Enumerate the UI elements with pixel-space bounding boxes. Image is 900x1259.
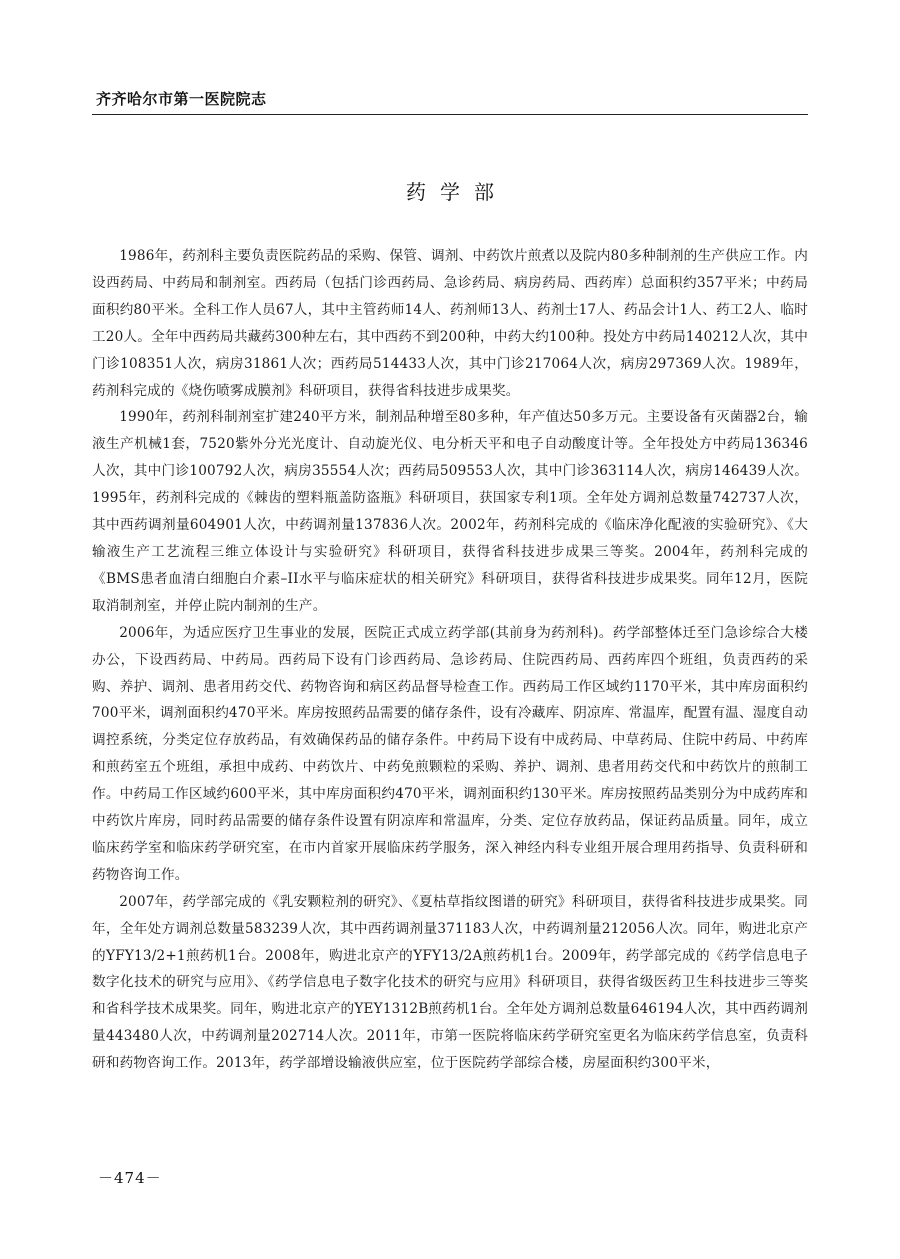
running-header [92, 86, 808, 112]
body-text [92, 243, 808, 1077]
paragraph-1990: 1990年，药剂科制剂室扩建240平方米，制剂品种增至80多种，年产值达50多万元。主要设备有灭菌器2台，输液生产机械1套，7520紫外分光光度计、自动旋光仪、电分析天平和电子自动酸度计等。全年投处方中药局136346人次，其中门诊100792人次，病房35554人次；西药局509553人次，其中门诊363114人次，病房146439人次。1995年，药剂科完成的《棘齿的塑料瓶盖防盗瓶》科研项目，获国家专利1项。全年处方调剂总数量742737人次，其中西药调剂量604901人次，中药调剂量137836人次。2002年，药剂科完成的《临床净化配液的实验研究》、《大输液生产工艺流程三维立体设计与实验研究》科研项目，获得省科技进步成果三等奖。2004年，药剂科完成的《BMS患者血清白细胞白介素–II水平与临床症状的相关研究》科研项目，获得省科技进步成果奖。同年12月，医院取消制剂室，并停止院内制剂的生产。 [92, 409, 808, 614]
header-divider [92, 114, 808, 115]
paragraph-2007: 2007年，药学部完成的《乳安颗粒剂的研究》、《夏枯草指纹图谱的研究》科研项目，获得省科技进步成果奖。同年，全年处方调剂总数量583239人次，其中西药调剂量371183人次，中药调剂量212056人次。同年，购进北京产的YFY13/2+1煎药机1台。2008年，购进北京产的YFY13/2A煎药机1台。2009年，药学部完成的《药学信息电子数字化技术的研究与应用》、《药学信息电子数字化技术的研究与应用》科研项目，获得省级医药卫生科技进步三等奖和省科学技术成果奖。同年，购进北京产的YEY1312B煎药机1台。全年处方调剂总数量646194人次，其中西药调剂量443480人次，中药调剂量202714人次。2011年，市第一医院将临床药学研究室更名为临床药学信息室，负责科研和药物咨询工作。2013年，药学部增设输液供应室，位于医院药学部综合楼，房屋面积约300平米， [92, 893, 808, 1072]
paragraph-2006: 2006年，为适应医疗卫生事业的发展，医院正式成立药学部(其前身为药剂科)。药学部整体迁至门急诊综合大楼办公，下设西药局、中药局。西药局下设有门诊西药局、急诊药局、住院西药局、西药库四个班组，负责西药的采购、养护、调剂、患者用药交代、药物咨询和病区药品督导检查工作。西药局工作区域约1170平米，其中库房面积约700平米，调剂面积约470平米。库房按照药品需要的储存条件，设有冷藏库、阴凉库、常温库，配置有温、湿度自动调控系统，分类定位存放药品，有效确保药品的储存条件。中药局下设有中成药局、中草药局、住院中药局、中药库和煎药室五个班组，承担中成药、中药饮片、中药免煎颗粒的采购、养护、调剂、患者用药交代和中药饮片的煎制工作。中药局工作区域约600平米，其中库房面积约470平米，调剂面积约130平米。库房按照药品类别分为中成药库和中药饮片库房，同时药品需要的储存条件设置有阴凉库和常温库，分类、定位存放药品，保证药品质量。同年，成立临床药学室和临床药学研究室，在市内首家开展临床药学服务，深入神经内科专业组开展合理用药指导、负责科研和药物咨询工作。 [92, 624, 808, 883]
page-number: －474－ [98, 1169, 162, 1187]
paragraph-1986: 1986年，药剂科主要负责医院药品的采购、保管、调剂、中药饮片煎煮以及院内80多种制剂的生产供应工作。内设西药局、中药局和制剂室。西药局（包括门诊西药局、急诊药局、病房药局、西药库）总面积约357平米；中药局面积约80平米。全科工作人员67人，其中主管药师14人、药剂师13人、药剂士17人、药品会计1人、药工2人、临时工20人。全年中西药局共藏药300种左右，其中西药不到200种，中药大约100种。投处方中药局140212人次，其中门诊108351人次，病房31861人次；西药局514433人次，其中门诊217064人次，病房297369人次。1989年，药剂科完成的《烧伤喷雾成膜剂》科研项目，获得省科技进步成果奖。 [92, 248, 808, 399]
book-title: 齐齐哈尔市第一医院院志 [96, 90, 267, 108]
section-title: 药学部 [406, 180, 508, 204]
